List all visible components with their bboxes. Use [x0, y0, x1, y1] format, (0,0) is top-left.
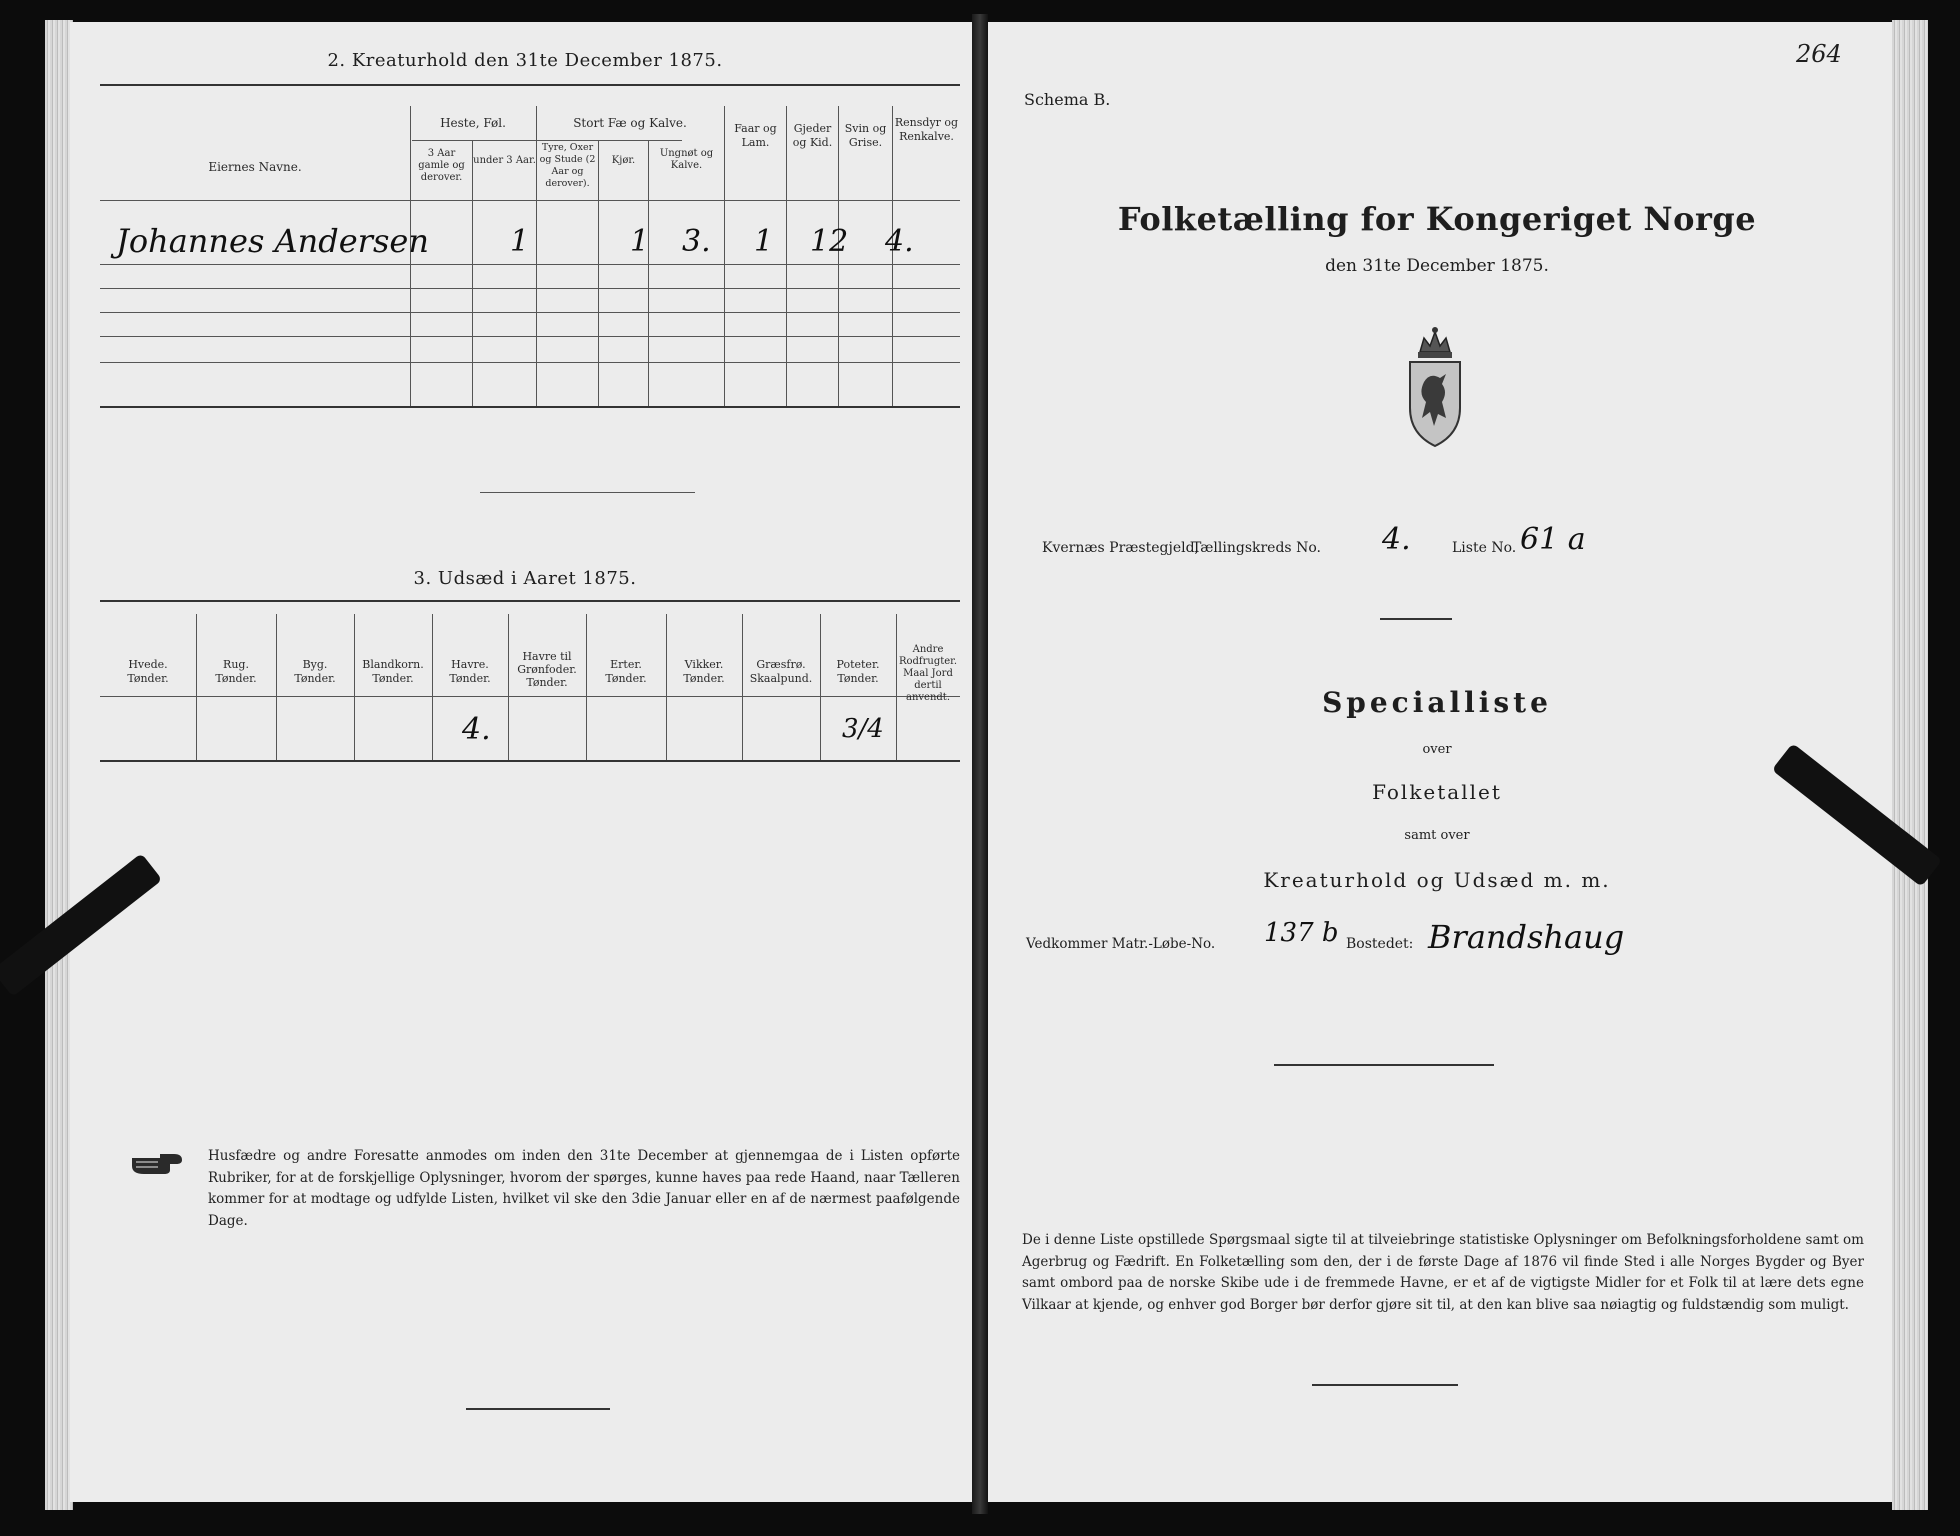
liste-label: Liste No.	[1452, 540, 1517, 556]
separator-line	[480, 492, 695, 493]
value-sheep: 12	[810, 224, 849, 259]
owner-name: Johannes Andersen	[116, 222, 429, 260]
book-spine	[972, 14, 988, 1514]
samt-over-text: samt over	[1404, 828, 1470, 843]
col-header-vikker: Vikker. Tønder.	[683, 658, 725, 685]
value-cows: 3.	[682, 224, 711, 259]
kreaturhold-text: Kreaturhold og Udsæd m. m.	[1263, 868, 1611, 892]
kreds-label: Tællingskreds No.	[1192, 540, 1321, 556]
matr-number: 137 b	[1264, 918, 1339, 948]
col-header-havre: Havre. Tønder.	[449, 658, 491, 685]
col-header-bulls: Tyre, Oxer og Stude (2 Aar og derover).	[539, 142, 596, 189]
document-title: Folketælling for Kongeriget Norge	[1117, 200, 1757, 238]
matr-label: Vedkommer Matr.-Løbe-No.	[1026, 936, 1216, 952]
over-text-1: over	[1422, 742, 1452, 757]
page-edge-left	[45, 20, 73, 1510]
bostedet-value: Brandshaug	[1428, 918, 1625, 956]
page-number: 264	[1796, 40, 1842, 68]
table3-top-rule	[100, 600, 960, 602]
left-page	[70, 22, 980, 1502]
bostedet-label: Bostedet:	[1346, 936, 1414, 952]
col-header-blandkorn: Blandkorn. Tønder.	[362, 658, 424, 685]
col-header-hvede: Hvede. Tønder.	[127, 658, 169, 685]
coat-of-arms-icon	[1390, 322, 1480, 452]
col-header-cows: Kjør.	[611, 155, 636, 166]
page-edge-right	[1892, 20, 1928, 1510]
col-header-graesfro: Græsfrø. Skaalpund.	[749, 658, 813, 685]
col-header-young-cattle: Ungnøt og Kalve.	[659, 148, 714, 171]
col-header-poteter: Poteter. Tønder.	[836, 658, 880, 685]
table3-bottom-rule	[100, 760, 960, 762]
schema-label: Schema B.	[1024, 90, 1111, 109]
value-bulls: 1	[630, 224, 650, 259]
col-header-goats: Gjeder og Kid.	[792, 122, 833, 149]
table2-top-rule	[100, 84, 960, 86]
col-header-erter: Erter. Tønder.	[605, 658, 647, 685]
prestegjeld-label: Kvernæs Præstegjeld,	[1042, 540, 1200, 556]
folketallet-text: Folketallet	[1372, 780, 1502, 804]
group-header-horses: Heste, Føl.	[440, 116, 506, 130]
value-havre: 4.	[462, 712, 491, 747]
bottom-separator-left	[466, 1408, 610, 1410]
table2-bottom-rule	[100, 406, 960, 408]
col-header-reindeer: Rensdyr og Renkalve.	[894, 116, 959, 143]
col-header-pigs: Svin og Grise.	[844, 122, 887, 149]
right-page	[982, 22, 1892, 1502]
group-header-cattle: Stort Fæ og Kalve.	[573, 116, 687, 130]
col-header-byg: Byg. Tønder.	[294, 658, 336, 685]
col-header-rug: Rug. Tønder.	[215, 658, 257, 685]
pointing-hand-icon	[130, 1150, 186, 1176]
short-rule	[1380, 618, 1452, 620]
mid-rule	[1274, 1064, 1494, 1066]
col-header-horses-under3: under 3 Aar.	[473, 155, 536, 166]
col-header-andre-rodfrugter: Andre Rodfrugter. Maal Jord dertil anvendt.	[898, 644, 958, 703]
name-column-header: Eiernes Navne.	[208, 160, 302, 174]
kreds-number: 4.	[1382, 522, 1411, 557]
value-young-cattle: 1	[754, 224, 774, 259]
value-horses-3yr: 1	[510, 224, 530, 259]
bottom-explanation-text: De i denne Liste opstillede Spørgsmaal sigte til at tilveiebringe statistiske Oplysninger om Befolkningsforholdene samt om Agerbrug og Fædrift. En Folketælling som den, der i de første Dage af 1876 vil finde Sted i alle Norges Bygder og Byer samt ombord paa de norske Skibe ude i de fremmede Havne, er et af de vigtigste Midler for et Folk til at lære dets egne Vilkaar at kjende, og enhver god Borger bør derfor gjøre sit til, at den kan blive saa nøiagtig og fuldstændig som muligt.	[1022, 1232, 1864, 1313]
document-subtitle: den 31te December 1875.	[1325, 256, 1549, 276]
section3-title: 3. Udsæd i Aaret 1875.	[413, 568, 637, 589]
liste-number: 61 a	[1520, 522, 1586, 557]
value-goats: 4.	[885, 224, 914, 259]
notice-text: Husfædre og andre Foresatte anmodes om inden den 31te December at gjennemgaa de i Listen opførte Rubriker, for at de forskjellige Oplysninger, hvorom der spørges, kunne haves paa rede Haand, naar Tælleren kommer for at modtage og udfylde Listen, hvilket vil ske den 3die Januar eller en af de nærmest paafølgende Dage.	[208, 1148, 960, 1229]
col-header-sheep: Faar og Lam.	[734, 122, 777, 149]
specialliste-heading: Specialliste	[1322, 686, 1552, 719]
value-poteter: 3/4	[842, 714, 884, 744]
col-header-horses-3yr: 3 Aar gamle og derover.	[418, 148, 465, 183]
col-header-havre-gronfoder: Havre til Grønfoder. Tønder.	[517, 650, 577, 689]
section2-title: 2. Kreaturhold den 31te December 1875.	[327, 50, 723, 71]
bottom-separator-right	[1312, 1384, 1458, 1386]
table2-header-rule	[100, 200, 960, 201]
